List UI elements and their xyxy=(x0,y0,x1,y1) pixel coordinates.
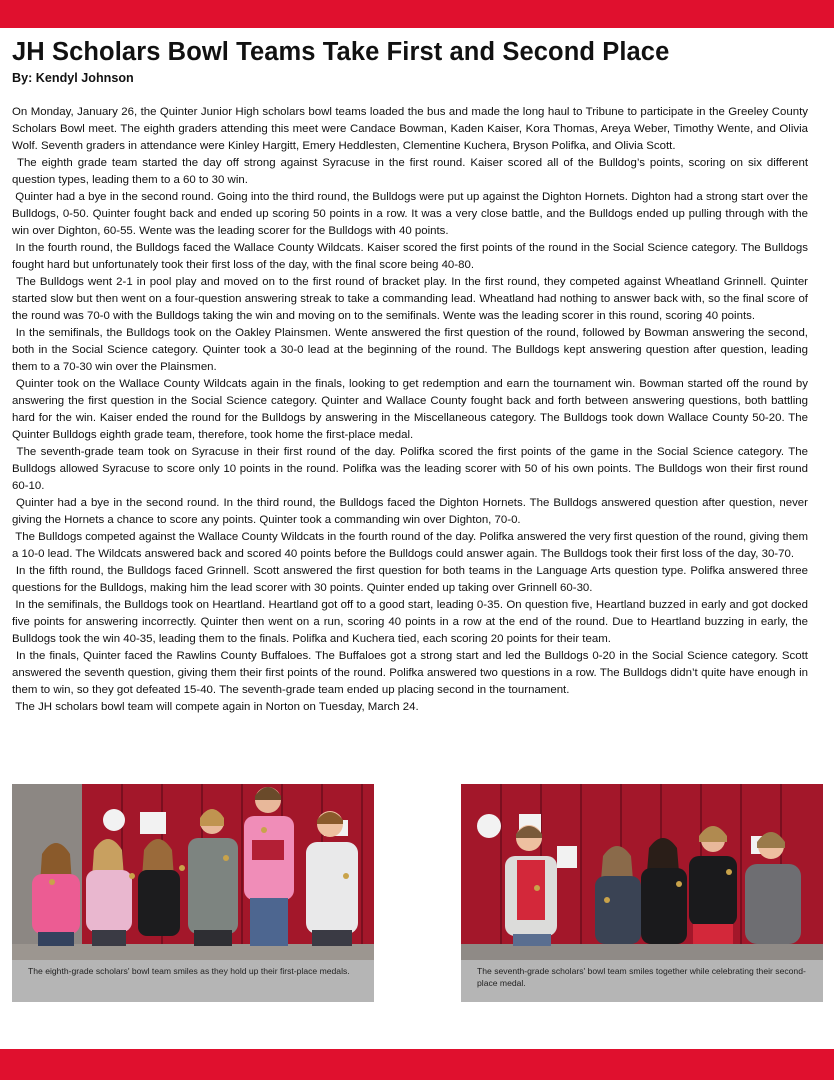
article-title: JH Scholars Bowl Teams Take First and Second Place xyxy=(12,38,670,66)
article-paragraph: The seventh-grade team took on Syracuse in their first round of the day. Polifka scored the first points of the game in the Social Science category. The Bulldogs allowed Syracuse to score only 10 points in the round. Polifka was the leading scorer with 50 of his own points. The Bulldogs won their first round 60-10. xyxy=(12,446,808,492)
top-red-band xyxy=(0,0,834,28)
article-paragraph: On Monday, January 26, the Quinter Junior High scholars bowl teams loaded the bus and made the long haul to Tribune to participate in the Greeley County Scholars Bowl meet. The eighth graders attending this meet were Candace Bowman, Kaden Kaiser, Kora Thomas, Areya Weber, Timothy Wente, and Olivia Wolf. Seventh graders in attendance were Kinley Hargitt, Emery Heddlesten, Clementine Kuchera, Bryson Polifka, and Olivia Scott. xyxy=(12,106,808,152)
article-body xyxy=(12,104,808,716)
eighth-grade-team-photo xyxy=(12,784,374,960)
article-paragraph: In the semifinals, the Bulldogs took on the Oakley Plainsmen. Wente answered the first question of the round, followed by Bowman answering the second, both in the Social Science category. Quinter took a 30-0 lead at the beginning of the round. The Bulldogs kept answering question after question, leading them to a 70-30 win over the Plainsmen. xyxy=(12,327,808,373)
article-paragraph: The JH scholars bowl team will compete again in Norton on Tuesday, March 24. xyxy=(15,701,419,713)
article-paragraph: The Bulldogs competed against the Wallace County Wildcats in the fourth round of the day. Polifka answered the very first question of the round, giving them a 10-0 lead. The Wildcats answered back and scored 40 points before the Bulldogs could answer again. The Bulldogs took their first loss of the day, 30-70. xyxy=(12,531,808,560)
article-paragraph: In the fourth round, the Bulldogs faced the Wallace County Wildcats. Kaiser scored the first points of the round in the Social Science category. The Bulldogs fought hard but unfortunately took their first loss of the day, with the final score being 40-80. xyxy=(12,242,808,271)
article-paragraph: Quinter had a bye in the second round. In the third round, the Bulldogs faced the Dighton Hornets. The Bulldogs answered question after question, never giving the Hornets a chance to score any points. Quinter took a commanding win over Dighton, 70-0. xyxy=(12,497,808,526)
seventh-grade-photo-caption: The seventh-grade scholars' bowl team smiles together while celebrating their second-place medal. xyxy=(461,960,823,1002)
article-paragraph: In the semifinals, the Bulldogs took on Heartland. Heartland got off to a good start, leading 0-35. On question five, Heartland buzzed in early and got docked five points for answering incorrectly. Quinter then went on a run, scoring 40 points in a row at the end of the round. Due to Heartland buzzing in early, the Bulldogs took the win 40-35, leading them to the finals. Polifka and Kuchera tied, each scoring 20 points for their team. xyxy=(12,599,808,645)
eighth-grade-photo-illustration xyxy=(12,784,374,960)
seventh-grade-photo-illustration xyxy=(461,784,823,960)
eighth-grade-photo-caption: The eighth-grade scholars' bowl team smiles as they hold up their first-place medals. xyxy=(12,960,374,1002)
article-paragraph: The Bulldogs went 2-1 in pool play and moved on to the first round of bracket play. In the first round, they competed against Wheatland Grinnell. Quinter started slow but then went on a four-question answering streak to take a commanding lead. Wheatland had nothing to answer back with, so the final score of the round was 70-0 with the Bulldogs taking the win and moving on to the semifinals. Wente was the leading scorer in this round, scoring 40 points. xyxy=(12,276,808,322)
seventh-grade-team-photo xyxy=(461,784,823,960)
article-paragraph: Quinter had a bye in the second round. Going into the third round, the Bulldogs were put up against the Dighton Hornets. Dighton had a strong start over the Bulldogs, 0-50. Quinter fought back and ended up scoring 50 points in a row. It was a very close battle, and the Bulldogs ended up pulling through with the win over Dighton, 60-55. Wente was the leading scorer for the Bulldogs with 40 points. xyxy=(12,191,808,237)
article-byline: By: Kendyl Johnson xyxy=(12,71,134,85)
article-paragraph: The eighth grade team started the day off strong against Syracuse in the first round. Kaiser scored all of the Bulldog’s points, scoring on six different question types, leading them to a 60 to 30 win. xyxy=(12,157,808,186)
bottom-red-band xyxy=(0,1049,834,1080)
article-paragraph: Quinter took on the Wallace County Wildcats again in the finals, looking to get redemption and earn the tournament win. Bowman started off the round by answering the first question in the Social Science category. Quinter and Wallace County fought back and forth between answering questions, both battling hard for the win. Kaiser ended the round for the Bulldogs by answering in the Miscellaneous category. The Bulldogs took down Wallace County 50-20. The Quinter Bulldogs eighth grade team, therefore, took home the first-place medal. xyxy=(12,378,808,441)
article-paragraph: In the finals, Quinter faced the Rawlins County Buffaloes. The Buffaloes got a strong start and led the Bulldogs 0-20 in the Social Science category. Scott answered the seventh question, giving them their first points of the round. Polifka answered two questions in a row. The Bulldogs didn’t quite have enough in them to win, so they got defeated 15-40. The seventh-grade team ended up placing second in the tournament. xyxy=(12,650,808,696)
article-paragraph: In the fifth round, the Bulldogs faced Grinnell. Scott answered the first question for both teams in the Language Arts question type. Polifka answered three questions for the Bulldogs, making him the lead scorer with 30 points. Quinter ended up taking over Grinnell 60-30. xyxy=(12,565,808,594)
